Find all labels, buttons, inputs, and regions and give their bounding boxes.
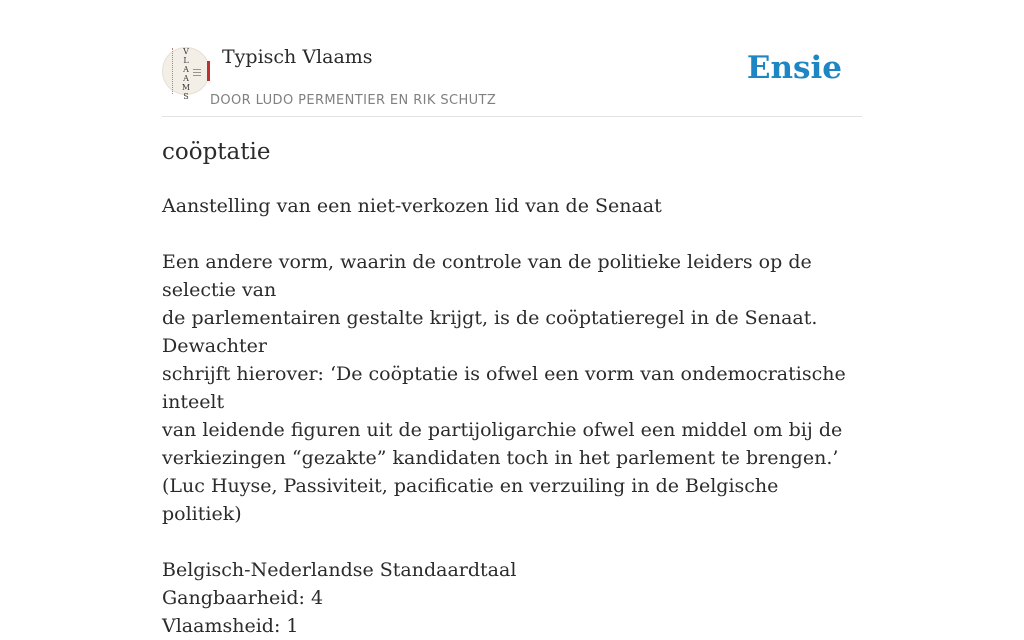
avatar[interactable] xyxy=(162,47,210,101)
avatar-decor-lines xyxy=(193,69,201,78)
avatar-decor-line xyxy=(172,48,177,94)
entry-title: coöptatie xyxy=(162,139,271,165)
avatar-letter: V xyxy=(183,47,189,56)
avatar-letter: L xyxy=(183,56,189,65)
avatar-letter: S xyxy=(183,92,189,101)
entry-body xyxy=(162,192,862,640)
avatar-letter: A xyxy=(183,65,189,74)
quote-line: de parlementairen gestalte krijgt, is de coöptatieregel in de Senaat. Dewachter xyxy=(162,307,818,357)
byline: DOOR LUDO PERMENTIER EN RIK SCHUTZ xyxy=(210,93,497,108)
avatar-decor-stripe xyxy=(207,61,210,81)
quote-source: (Luc Huyse, Passiviteit, pacificatie en verzuiling in de Belgische politiek) xyxy=(162,475,779,525)
quote-line: verkiezingen “gezakte” kandidaten toch in het parlement te brengen.’ xyxy=(162,447,839,469)
quote-line: schrijft hierover: ‘De coöptatie is ofwel een vorm van ondemocratische inteelt xyxy=(162,363,846,413)
entry-definition: Aanstelling van een niet-verkozen lid van de Senaat xyxy=(162,195,662,217)
quote-line: van leidende figuren uit de partijoligarchie ofwel een middel om bij de xyxy=(162,419,843,441)
entry-language: Belgisch-Nederlandse Standaardtaal xyxy=(162,559,517,581)
page-container xyxy=(162,0,862,637)
header xyxy=(162,0,862,117)
entry-gangbaarheid: Gangbaarheid: 4 xyxy=(162,587,324,609)
blog-title[interactable]: Typisch Vlaams xyxy=(222,46,373,68)
avatar-letter: A xyxy=(183,74,189,83)
entry-vlaamsheid: Vlaamsheid: 1 xyxy=(162,615,299,637)
brand-logo-link[interactable]: Ensie xyxy=(746,50,842,86)
quote-line: Een andere vorm, waarin de controle van de politieke leiders op de selectie van xyxy=(162,251,812,301)
avatar-letters xyxy=(181,47,191,101)
avatar-letter: M xyxy=(181,83,191,92)
